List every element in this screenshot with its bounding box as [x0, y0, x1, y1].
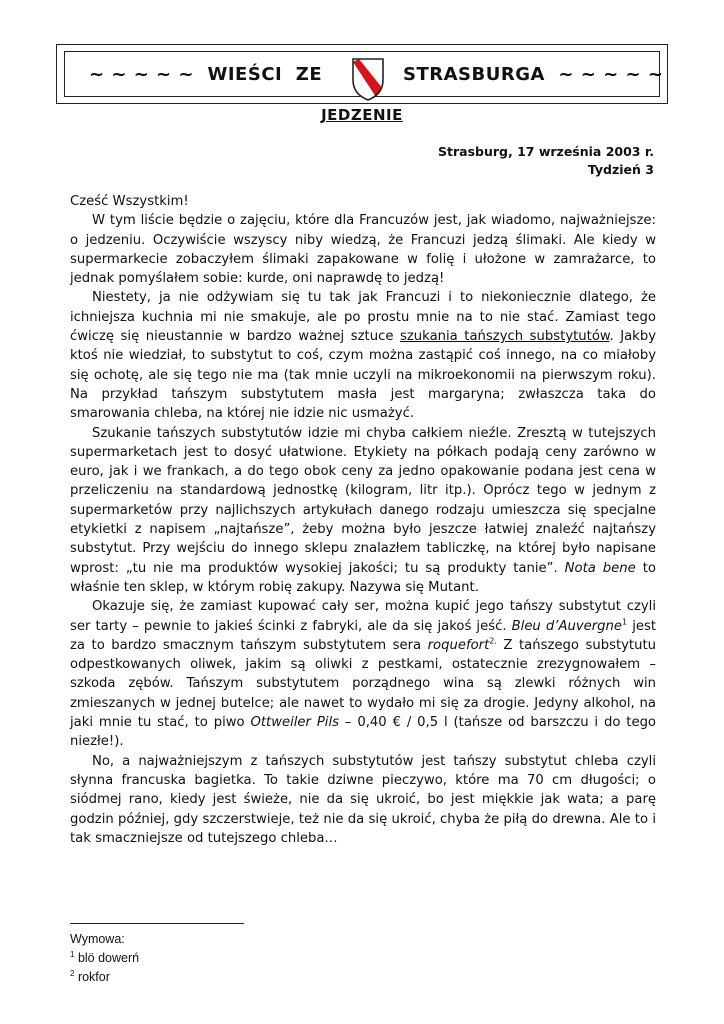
paragraph-1: W tym liście będzie o zajęciu, które dla Francuzów jest, jak wiadomo, najważniejsze: o jedzeniu. Oczywiście wszyscy niby wiedzą, że Francuzi jedzą ślimaki. Ale kiedy w supermarkecie zobaczyłem ślimaki zapakowane w folię i ułożone w zamrażarce, to jednak pomyślałem sobie: kurde, oni naprawdę to jedzą! — [70, 213, 656, 287]
p3-text-after: to właśnie ten sklep, w którym robię zakupy. Nazywa się Mutant. — [70, 560, 656, 595]
footnote-divider — [70, 923, 244, 924]
p4-text-d: – 0,40 € / 0,5 l (tańsze od barszczu i do tego niezłe!). — [70, 715, 657, 750]
paragraph-4 — [70, 597, 656, 751]
footnote-text: blö dowerń — [77, 951, 140, 966]
p3-text-before: Szukanie tańszych substytutów idzie mi chyba całkiem nieźle. Zresztą w tutejszych supermarketach jest to dosyć ułatwione. Etykiety na półkach podają ceny zarówno w euro, jak i we frankach, a do tego obok ceny za jedno opakowanie podana jest cena w przeliczeniu na standardową jednostkę (kilogram, litr itp.). Oprócz tego w jednym z supermarketów przy najlichszych artykułach danego rodzaju umieszcza się specjalne etykietki z napisem „najtańsze”, żeby można było jeszcze łatwiej znaleźć najtańszy substytut. Przy wejściu do innego sklepu znalazłem tabliczkę, na której było napisane wprost: „tu nie ma produktów wysokiej jakości; tu są produkty tanie”. — [70, 425, 656, 576]
letter-body — [70, 192, 656, 848]
footnotes — [70, 932, 139, 985]
greeting: Cześć Wszystkim! — [70, 194, 189, 209]
masthead-title-left: ~ ~ ~ ~ ~ WIEŚCI ZE — [89, 64, 323, 85]
p4-cheese-name-1: Bleu d’Auvergne — [511, 618, 623, 634]
footnote-item — [70, 966, 139, 985]
footnotes-heading: Wymowa: — [70, 932, 125, 946]
footnote-text: rokfor — [77, 970, 110, 985]
footnote-ref-1: 1 — [622, 617, 628, 627]
paragraph-5: No, a najważniejszym z tańszych substytutów jest tańszy substytut chleba czyli słynna francuska bagietka. To takie dziwne pieczywo, które ma 70 cm długości; o siódmej rano, kiedy jest świeże, nie da się ukroić, bo jest miękkie jak wata; a parę godzin później, gdy szczerstwieje, też nie da się ukroić, chyba że piłą do drewna. Ale to i tak smaczniejsze od tutejszego chleba… — [70, 753, 656, 846]
masthead — [56, 44, 668, 104]
footnote-item — [70, 947, 139, 966]
p4-beer-name: Ottweiler Pils — [250, 715, 339, 731]
p4-text-a: Okazuje się, że zamiast kupować cały ser, można kupić jego tańszy substytut czyli ser tarty – pewnie to jakieś ścinki z fabryki, ale da się jakoś jeść. — [70, 599, 656, 634]
week-number: Tydzień 3 — [587, 162, 654, 177]
footnote-number: 2 — [70, 969, 75, 979]
masthead-title-right: STRASBURGA ~ ~ ~ ~ ~ — [403, 64, 664, 85]
p2-underlined-phrase: szukania tańszych substytutów — [400, 329, 610, 345]
paragraph-3 — [70, 424, 656, 598]
p4-text-b: jest za to bardzo smacznym tańszym substytutem sera — [70, 618, 657, 653]
footnote-ref-2: 2. — [489, 636, 497, 646]
p2-text-after: . Jakby ktoś nie wiedział, to substytut to coś, czym można zastąpić coś innego, na co miałoby się ochotę, ale się tego nie ma (tak mnie uczyli na mikroekonomii na pierwszym roku). Na przykład tańszym substytutem masła jest margaryna; zwłaszcza taka do smarowania chleba, na której nie idzie nic usmażyć. — [70, 329, 656, 422]
paragraph-2 — [70, 288, 656, 423]
p3-italic-phrase: Nota bene — [564, 560, 636, 576]
strasbourg-crest-icon — [350, 56, 386, 102]
footnote-number: 1 — [70, 950, 75, 959]
dateline: Strasburg, 17 września 2003 r. — [438, 144, 654, 159]
p4-text-c: Z tańszego substytutu odpestkowanych oliwek, jakim są oliwki z pestkami, ostatecznie zrezygnowałem – szkoda zębów. Tańszym substytutem porządnego wina są zlewki różnych win zmieszanych w jednej butelce; ale nawet to wydało mi się za drogie. Jedyny alkohol, na jaki mnie tu stać, to piwo — [70, 637, 656, 731]
p4-cheese-name-2: roquefort — [427, 637, 490, 653]
p2-text-before: Niestety, ja nie odżywiam się tu tak jak Francuzi i to niekoniecznie dlatego, że ichniejsza kuchnia mi nie smakuje, ale po prostu mnie na to nie stać. Zamiast tego ćwiczę się nieustannie w bardzo ważnej sztuce — [70, 290, 656, 345]
masthead-inner-frame — [64, 51, 664, 97]
section-title: JEDZENIE — [321, 106, 403, 124]
